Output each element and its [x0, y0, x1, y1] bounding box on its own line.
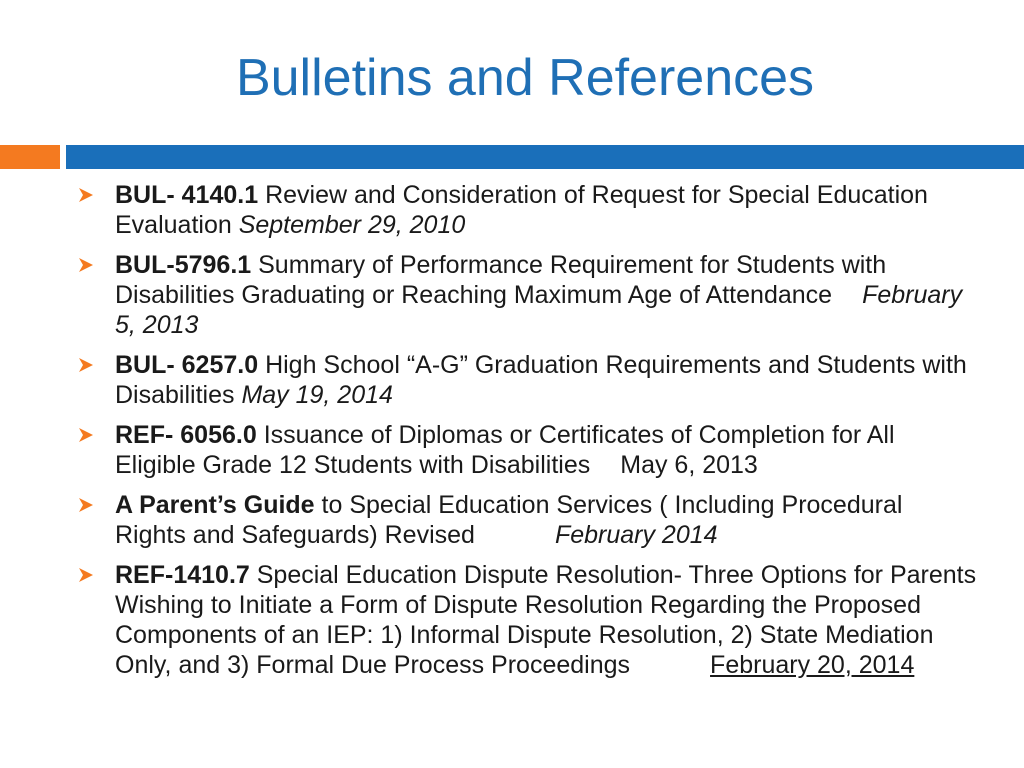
arrow-bullet-icon [78, 567, 94, 583]
bulletin-date: May 19, 2014 [241, 381, 393, 409]
bulletin-description: Special Education Dispute Resolution- Three Options for Parents Wishing to Initiate a Form of Dispute Resolution Regarding the Proposed Components of an IEP: 1) Informal Dispute Resolution, 2) State Mediation Only, and 3) Formal Due Process Proceedings [115, 561, 977, 679]
bulletin-date: May 6, 2013 [620, 451, 758, 479]
bulletin-code: REF-1410.7 [115, 561, 250, 589]
list-item [78, 250, 978, 340]
slide-title: Bulletins and References [235, 49, 815, 107]
accent-bar-blue [66, 145, 1024, 169]
list-item [78, 560, 978, 680]
arrow-bullet-icon [78, 427, 94, 443]
arrow-bullet-icon [78, 497, 94, 513]
bulletin-description: Review and Consideration of Request for Special Education Evaluation [115, 181, 928, 239]
bulletin-code: BUL- 4140.1 [115, 181, 259, 209]
bulletin-list [78, 180, 978, 690]
arrow-bullet-icon [78, 357, 94, 373]
bulletin-date: September 29, 2010 [238, 211, 466, 239]
arrow-bullet-icon [78, 257, 94, 273]
accent-bar-orange [0, 145, 60, 169]
bulletin-date: February 20, 2014 [710, 651, 915, 679]
bulletin-title: A Parent’s Guide [115, 491, 315, 519]
list-item [78, 350, 978, 410]
bulletin-description: Issuance of Diplomas or Certificates of Completion for All Eligible Grade 12 Students with Disabilities [115, 421, 895, 479]
bulletin-description: High School “A-G” Graduation Requirements and Students with Disabilities [115, 351, 967, 409]
bulletin-description: Summary of Performance Requirement for Students with Disabilities Graduating or Reaching Maximum Age of Attendance [115, 251, 887, 309]
bulletin-code: REF- 6056.0 [115, 421, 257, 449]
bulletin-code: BUL- 6257.0 [115, 351, 259, 379]
list-item [78, 180, 978, 240]
bulletin-date: February 5, 2013 [115, 281, 963, 339]
bulletin-date: February 2014 [554, 521, 718, 549]
list-item [78, 490, 978, 550]
bulletin-code: BUL-5796.1 [115, 251, 252, 279]
bulletin-description: to Special Education Services ( Including Procedural Rights and Safeguards) Revised [115, 491, 903, 549]
arrow-bullet-icon [78, 187, 94, 203]
list-item [78, 420, 978, 480]
